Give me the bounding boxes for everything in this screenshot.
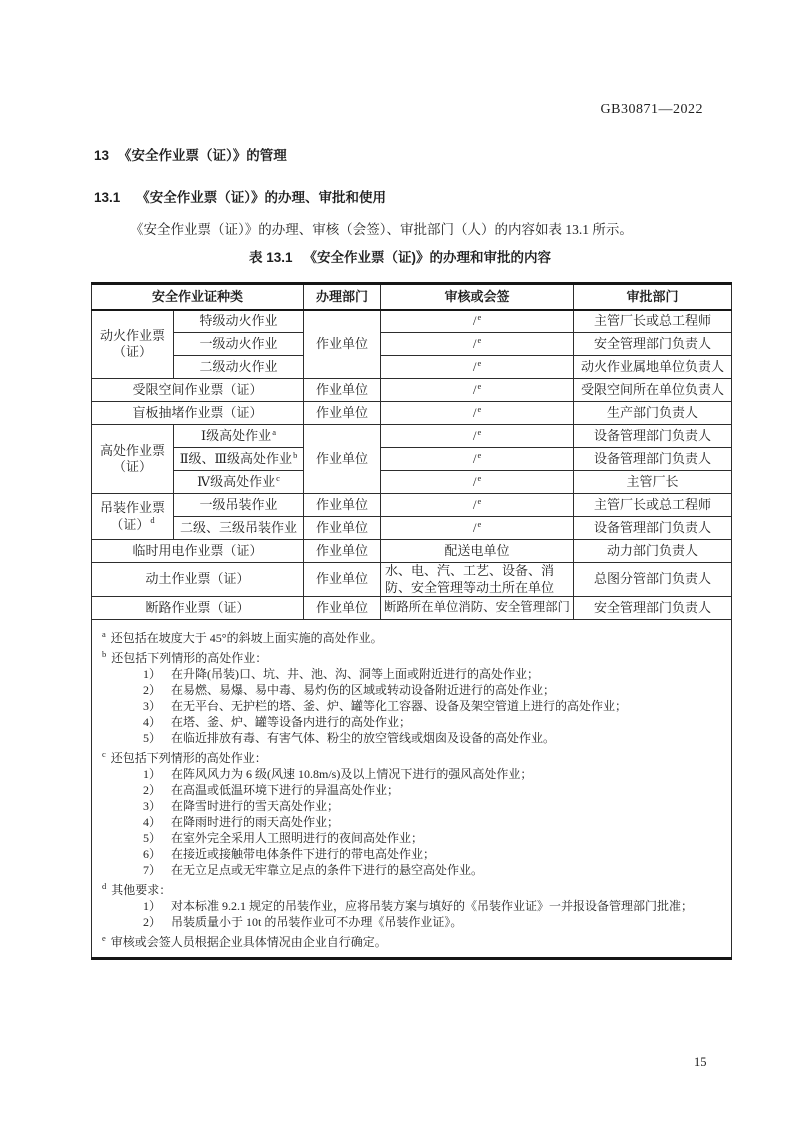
footnote-ref-e: e — [477, 495, 482, 506]
cell-fire-approver-1: 安全管理部门负责人 — [574, 333, 732, 356]
footnote-b-item-1 — [101, 666, 723, 682]
item-marker: 1） — [143, 899, 162, 913]
item-marker: 1） — [143, 667, 162, 681]
footnote-mark-c: c — [102, 749, 106, 759]
footnote-ref-c: c — [276, 472, 280, 483]
footnote-ref-e: e — [477, 403, 482, 414]
item-text: 对本标准 9.2.1 规定的吊装作业，应将吊装方案与填好的《吊装作业证》一并报设备管理部门批准； — [171, 899, 694, 913]
footnote-c-item-7 — [101, 862, 723, 878]
table-row-fire-0 — [92, 310, 732, 333]
cell-lifting-review-0 — [381, 494, 574, 517]
section-number: 13 — [94, 148, 110, 163]
table-row-footnotes — [92, 620, 732, 959]
table-caption-title: 《安全作业票（证)》的办理和审批的内容 — [303, 250, 552, 265]
cell-height-type-1 — [174, 448, 304, 471]
footnote-c-item-2 — [101, 782, 723, 798]
item-text: 在临近排放有毒、有害气体、粉尘的放空管线或烟囱及设备的高处作业。 — [171, 731, 556, 745]
table-row-height-1 — [92, 448, 732, 471]
cell-height-type-0 — [174, 425, 304, 448]
cell-lifting-review-1 — [381, 517, 574, 540]
table-row-height-2 — [92, 471, 732, 494]
subsection-number: 13.1 — [94, 190, 121, 205]
cell-power-handler: 作业单位 — [304, 540, 381, 563]
slash: / — [472, 496, 477, 512]
cell-power-review: 配送电单位 — [381, 540, 574, 563]
footnote-b-item-4 — [101, 714, 723, 730]
height-type: Ⅰ级高处作业 — [201, 427, 272, 443]
footnote-mark-e: e — [102, 933, 106, 943]
footnote-b-item-5 — [101, 730, 723, 746]
cell-height-approver-0: 设备管理部门负责人 — [574, 425, 732, 448]
footnote-d-item-1 — [101, 898, 723, 914]
footnote-ref-e: e — [477, 311, 482, 322]
item-text: 在接近或接触带电体条件下进行的带电高处作业； — [171, 847, 436, 861]
footnote-ref-a: a — [272, 426, 276, 437]
footnote-c-item-6 — [101, 846, 723, 862]
table-row-confined — [92, 379, 732, 402]
cell-fire-handler: 作业单位 — [304, 310, 381, 379]
footnote-ref-b: b — [293, 449, 298, 460]
table-row-fire-2 — [92, 356, 732, 379]
item-marker: 7） — [143, 863, 162, 877]
cell-height-review-0 — [381, 425, 574, 448]
cell-fire-group: 动火作业票（证） — [92, 310, 174, 379]
footnote-ref-e: e — [477, 334, 482, 345]
cell-height-handler: 作业单位 — [304, 425, 381, 494]
table-row-lifting-0 — [92, 494, 732, 517]
cell-fire-type-2: 二级动火作业 — [174, 356, 304, 379]
footnote-d-item-2 — [101, 914, 723, 930]
item-marker: 2） — [143, 915, 162, 929]
cell-confined-review — [381, 379, 574, 402]
height-type: Ⅱ级、Ⅲ级高处作业 — [179, 450, 293, 466]
col-header-category: 安全作业证种类 — [92, 284, 304, 310]
footnote-ref-e: e — [477, 518, 482, 529]
item-marker: 1） — [143, 767, 162, 781]
cell-lifting-approver-0: 主管厂长或总工程师 — [574, 494, 732, 517]
footnote-mark-a: a — [102, 629, 106, 639]
item-text: 在高温或低温环境下进行的异温高处作业； — [171, 783, 400, 797]
table-caption-label: 表 13.1 — [248, 250, 293, 265]
item-marker: 5） — [143, 731, 162, 745]
cell-blind-name: 盲板抽堵作业票（证） — [92, 402, 304, 425]
permits-table — [91, 282, 732, 960]
cell-lifting-handler-0: 作业单位 — [304, 494, 381, 517]
table-row-blind — [92, 402, 732, 425]
item-marker: 4） — [143, 815, 162, 829]
cell-blind-handler: 作业单位 — [304, 402, 381, 425]
table-caption — [0, 246, 800, 266]
footnote-mark-b: b — [102, 649, 107, 659]
section-heading — [94, 144, 287, 164]
cell-road-handler: 作业单位 — [304, 597, 381, 620]
footnote-c — [101, 746, 723, 766]
footnote-ref-e: e — [477, 357, 482, 368]
col-header-handler: 办理部门 — [304, 284, 381, 310]
footnote-a-text: 还包括在坡度大于 45°的斜坡上面实施的高处作业。 — [110, 631, 383, 645]
slash: / — [472, 473, 477, 489]
cell-height-type-2 — [174, 471, 304, 494]
cell-earth-handler: 作业单位 — [304, 563, 381, 597]
permits-table-wrap — [91, 282, 732, 960]
cell-earth-approver: 总图分管部门负责人 — [574, 563, 732, 597]
footnote-ref-e: e — [477, 426, 482, 437]
table-row-earth — [92, 563, 732, 597]
cell-height-approver-1: 设备管理部门负责人 — [574, 448, 732, 471]
footnote-d-text: 其他要求： — [111, 883, 172, 897]
cell-earth-review: 水、电、汽、工艺、设备、消防、安全管理等动土所在单位 — [381, 563, 574, 597]
table-row-fire-1 — [92, 333, 732, 356]
footnote-c-text: 还包括下列情形的高处作业： — [110, 751, 267, 765]
footnote-b-item-3 — [101, 698, 723, 714]
footnote-c-item-1 — [101, 766, 723, 782]
cell-lifting-type-0: 一级吊装作业 — [174, 494, 304, 517]
item-text: 吊装质量小于 10t 的吊装作业可不办理《吊装作业证》。 — [171, 915, 463, 929]
footnote-b-text: 还包括下列情形的高处作业： — [111, 651, 268, 665]
slash: / — [472, 519, 477, 535]
item-text: 在塔、釜、炉、罐等设备内进行的高处作业； — [171, 715, 412, 729]
footnote-ref-e: e — [477, 380, 482, 391]
cell-lifting-type-1: 二级、三级吊装作业 — [174, 517, 304, 540]
standard-code: GB30871—2022 — [600, 102, 703, 117]
cell-power-approver: 动力部门负责人 — [574, 540, 732, 563]
footnote-c-item-3 — [101, 798, 723, 814]
cell-height-review-1 — [381, 448, 574, 471]
item-text: 在降雪时进行的雪天高处作业； — [171, 799, 340, 813]
table-row-road — [92, 597, 732, 620]
cell-fire-approver-2: 动火作业属地单位负责人 — [574, 356, 732, 379]
cell-fire-approver-0: 主管厂长或总工程师 — [574, 310, 732, 333]
header-row — [92, 284, 732, 310]
cell-height-approver-2: 主管厂长 — [574, 471, 732, 494]
cell-fire-type-0: 特级动火作业 — [174, 310, 304, 333]
slash: / — [472, 313, 477, 329]
table-row-lifting-1 — [92, 517, 732, 540]
footnote-ref-e: e — [477, 449, 482, 460]
cell-road-review: 断路所在单位消防、安全管理部门 — [381, 597, 574, 620]
cell-fire-type-1: 一级动火作业 — [174, 333, 304, 356]
height-type: Ⅳ级高处作业 — [197, 473, 276, 489]
cell-fire-review-1 — [381, 333, 574, 356]
footnote-e — [101, 930, 723, 950]
item-marker: 4） — [143, 715, 162, 729]
cell-confined-name: 受限空间作业票（证） — [92, 379, 304, 402]
item-text: 在易燃、易爆、易中毒、易灼伤的区域或转动设备附近进行的高处作业； — [171, 683, 556, 697]
subsection-heading — [94, 186, 386, 206]
cell-fire-review-2 — [381, 356, 574, 379]
footnote-e-text: 审核或会签人员根据企业具体情况由企业自行确定。 — [110, 935, 387, 949]
cell-fire-review-0 — [381, 310, 574, 333]
footnote-b — [101, 646, 723, 666]
item-marker: 6） — [143, 847, 162, 861]
intro-paragraph: 《安全作业票（证）》的办理、审核（会签）、审批部门（人）的内容如表 13.1 所示。 — [130, 222, 633, 237]
cell-lifting-handler-1: 作业单位 — [304, 517, 381, 540]
footnote-ref-d: d — [150, 515, 155, 526]
item-text: 在室外完全采用人工照明进行的夜间高处作业； — [171, 831, 424, 845]
table-row-power — [92, 540, 732, 563]
slash: / — [472, 335, 477, 351]
slash: / — [472, 381, 477, 397]
footnote-c-item-5 — [101, 830, 723, 846]
lifting-group-label: 吊装作业票（证） — [99, 500, 165, 532]
item-text: 在降雨时进行的雨天高处作业； — [171, 815, 340, 829]
slash: / — [472, 427, 477, 443]
page-number: 15 — [694, 1055, 707, 1069]
col-header-review: 审核或会签 — [381, 284, 574, 310]
item-marker: 5） — [143, 831, 162, 845]
cell-height-review-2 — [381, 471, 574, 494]
slash: / — [472, 450, 477, 466]
footnote-mark-d: d — [102, 881, 107, 891]
cell-blind-approver: 生产部门负责人 — [574, 402, 732, 425]
cell-height-group: 高处作业票（证） — [92, 425, 174, 494]
item-marker: 3） — [143, 699, 162, 713]
section-title: 《安全作业票（证）》的管理 — [118, 148, 287, 163]
cell-lifting-group — [92, 494, 174, 540]
col-header-approver: 审批部门 — [574, 284, 732, 310]
footnote-d — [101, 878, 723, 898]
item-marker: 3） — [143, 799, 162, 813]
cell-lifting-approver-1: 设备管理部门负责人 — [574, 517, 732, 540]
cell-road-name: 断路作业票（证） — [92, 597, 304, 620]
cell-confined-handler: 作业单位 — [304, 379, 381, 402]
item-text: 在升降(吊装)口、坑、井、池、沟、洞等上面或附近进行的高处作业； — [171, 667, 540, 681]
footnote-block — [92, 620, 732, 959]
subsection-title: 《安全作业票（证）》的办理、审批和使用 — [136, 190, 387, 205]
cell-power-name: 临时用电作业票（证） — [92, 540, 304, 563]
cell-earth-name: 动土作业票（证） — [92, 563, 304, 597]
footnote-ref-e: e — [477, 472, 482, 483]
footnote-a — [101, 626, 723, 646]
slash: / — [472, 404, 477, 420]
item-marker: 2） — [143, 683, 162, 697]
footnote-b-item-2 — [101, 682, 723, 698]
slash: / — [472, 358, 477, 374]
cell-blind-review — [381, 402, 574, 425]
cell-confined-approver: 受限空间所在单位负责人 — [574, 379, 732, 402]
item-text: 在阵风风力为 6 级(风速 10.8m/s)及以上情况下进行的强风高处作业； — [171, 767, 533, 781]
item-text: 在无立足点或无牢靠立足点的条件下进行的悬空高处作业。 — [171, 863, 484, 877]
cell-road-approver: 安全管理部门负责人 — [574, 597, 732, 620]
item-marker: 2） — [143, 783, 162, 797]
table-row-height-0 — [92, 425, 732, 448]
item-text: 在无平台、无护栏的塔、釜、炉、罐等化工容器、设备及架空管道上进行的高处作业； — [171, 699, 628, 713]
footnote-c-item-4 — [101, 814, 723, 830]
